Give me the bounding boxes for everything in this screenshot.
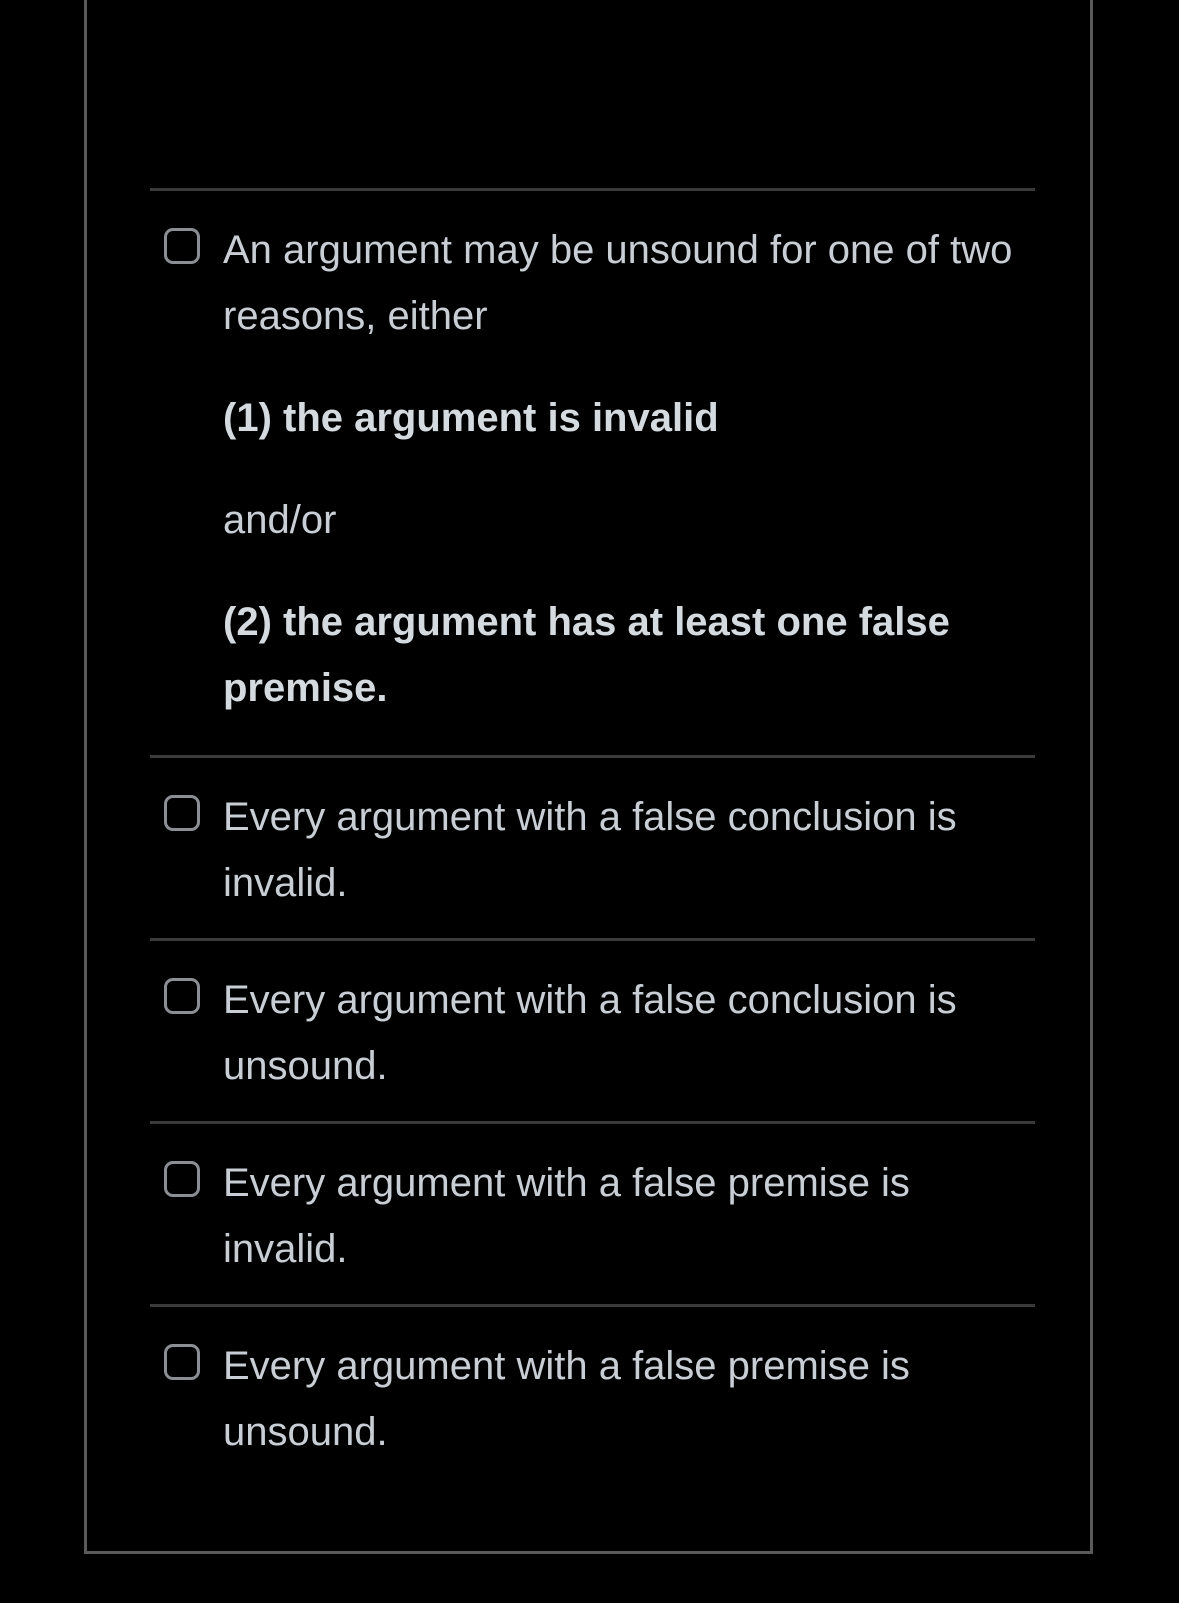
- checkbox-icon[interactable]: [164, 795, 200, 831]
- option-connector: and/or: [223, 498, 337, 542]
- answer-option-4[interactable]: [150, 1121, 1035, 1304]
- answer-option-text: [223, 967, 1035, 1099]
- option-label: Every argument with a false conclusion is unsound.: [223, 978, 957, 1088]
- answer-options-list: [150, 188, 1035, 1487]
- option-intro-text: An argument may be unsound for one of two reasons, either: [223, 228, 1013, 338]
- option-label: Every argument with a false premise is invalid.: [223, 1161, 910, 1271]
- answer-option-text: [223, 784, 1035, 916]
- answer-option-text: [223, 1333, 1035, 1465]
- checkbox-icon[interactable]: [164, 1161, 200, 1197]
- answer-option-text: [223, 217, 1035, 721]
- checkbox-icon[interactable]: [164, 978, 200, 1014]
- option-reason-2: (2) the argument has at least one false premise.: [223, 600, 950, 710]
- option-label: Every argument with a false conclusion is invalid.: [223, 795, 957, 905]
- answer-option-2[interactable]: [150, 755, 1035, 938]
- option-reason-1: (1) the argument is invalid: [223, 396, 719, 440]
- checkbox-icon[interactable]: [164, 1344, 200, 1380]
- answer-option-5[interactable]: [150, 1304, 1035, 1487]
- question-panel: [84, 0, 1093, 1554]
- option-label: Every argument with a false premise is unsound.: [223, 1344, 910, 1454]
- answer-option-3[interactable]: [150, 938, 1035, 1121]
- checkbox-icon[interactable]: [164, 228, 200, 264]
- answer-option-text: [223, 1150, 1035, 1282]
- answer-option-1[interactable]: [150, 188, 1035, 755]
